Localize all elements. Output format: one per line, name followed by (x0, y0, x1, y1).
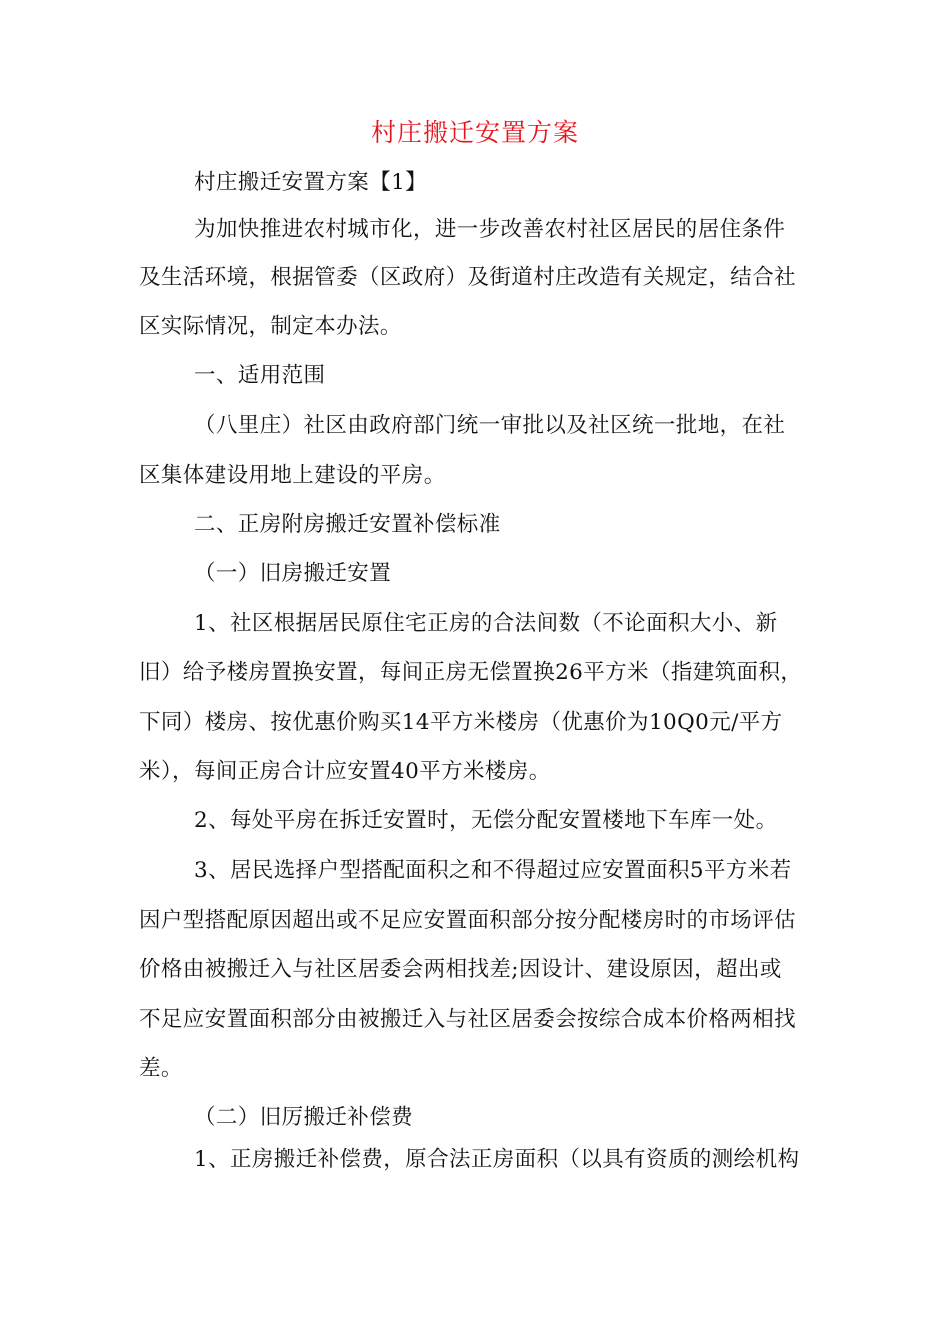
scope-line-2: 区集体建设用地上建设的平房。 (139, 463, 446, 488)
item3-line-2: 因户型搭配原因超出或不足应安置面积部分按分配楼房时的市场评估 (139, 908, 797, 933)
item3-line-5: 差。 (139, 1056, 183, 1081)
subtitle-line: 村庄搬迁安置方案【1】 (194, 170, 428, 195)
section-heading-scope: 一、适用范围 (194, 363, 326, 388)
item1-line-1: 1、社区根据居民原住宅正房的合法间数（不论面积大小、新 (194, 611, 778, 636)
subsection-heading-compensation: （二）旧厉搬迁补偿费 (194, 1105, 414, 1130)
item1-line-3: 下同）楼房、按优惠价购买14平方米楼房（优惠价为10Q0元/平方 (139, 710, 783, 735)
intro-line-1: 为加快推进农村城市化，进一步改善农村社区居民的居住条件 (194, 217, 786, 242)
item3-line-1: 3、居民选择户型搭配面积之和不得超过应安置面积5平方米若 (194, 858, 792, 883)
subsection-heading-relocation: （一）旧房搬迁安置 (194, 561, 392, 586)
item3-line-4: 不足应安置面积部分由被搬迁入与社区居委会按综合成本价格两相找 (139, 1007, 797, 1032)
compensation-line-1: 1、正房搬迁补偿费，原合法正房面积（以具有资质的测绘机构 (194, 1147, 800, 1172)
item1-line-2: 旧）给予楼房置换安置，每间正房无偿置换26平方米（指建筑面积， (139, 660, 803, 685)
document-title: 村庄搬迁安置方案 (370, 118, 579, 147)
intro-line-3: 区实际情况，制定本办法。 (139, 314, 402, 339)
item1-line-4: 米），每间正房合计应安置40平方米楼房。 (139, 759, 551, 784)
scope-line-1: （八里庄）社区由政府部门统一审批以及社区统一批地，在社 (194, 413, 786, 438)
item3-line-3: 价格由被搬迁入与社区居委会两相找差;因设计、建设原因，超出或 (139, 957, 782, 982)
section-heading-standard: 二、正房附房搬迁安置补偿标准 (194, 512, 501, 537)
item2-line: 2、每处平房在拆迁安置时，无偿分配安置楼地下车库一处。 (194, 808, 778, 833)
intro-line-2: 及生活环境，根据管委（区政府）及街道村庄改造有关规定，结合社 (139, 265, 797, 290)
